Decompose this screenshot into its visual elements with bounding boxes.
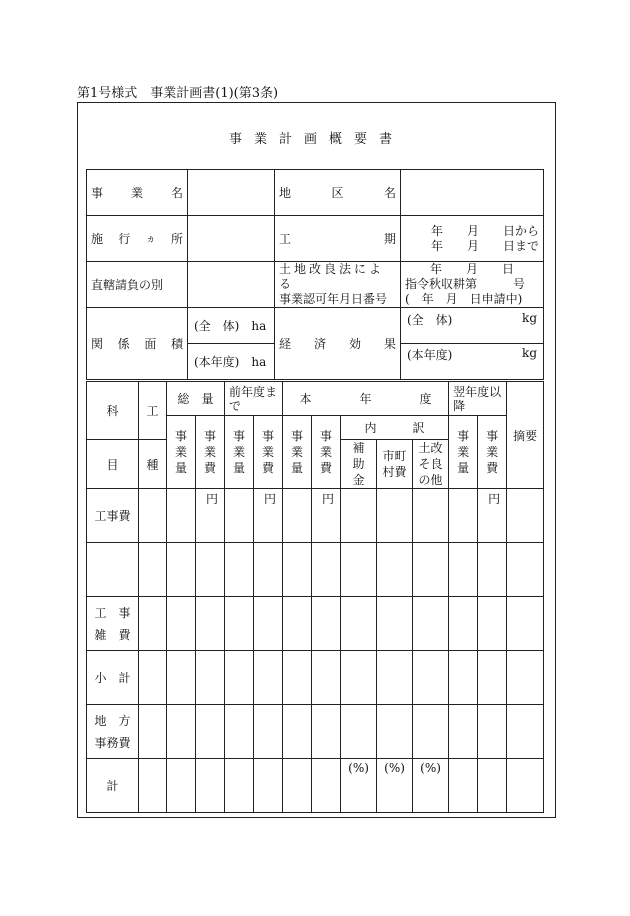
row-koji-zappi — [87, 597, 544, 651]
hdr-hojokin: 補助金 — [341, 440, 377, 489]
pct-hojokin: (%) — [341, 759, 377, 813]
row-label-kojihi: 工事費 — [87, 489, 139, 543]
hdr-hon-ryo: 事業量 — [283, 416, 312, 489]
hdr-ko: 工 — [139, 382, 167, 440]
hdr-zen-ryo: 事業量 — [225, 416, 254, 489]
hdr-zen-hi: 事業費 — [254, 416, 283, 489]
hdr-ka: 科 — [87, 382, 139, 440]
row-chiho-jimuhi — [87, 705, 544, 759]
hdr-yoku-hi: 事業費 — [478, 416, 507, 489]
label-keizai-koka: 経 済 効 果 — [275, 308, 401, 380]
summary-table — [86, 169, 544, 380]
row-kojihi — [87, 489, 544, 543]
value-ninka[interactable]: 年 月 日 指令秋収耕第 号 ( 年 月 日申請中) — [401, 262, 544, 308]
menseki-honnendo: (本年度) ha — [188, 343, 274, 379]
hdr-soryo-hi: 事業費 — [196, 416, 225, 489]
hdr-shu: 種 — [139, 440, 167, 489]
row-label-shokei: 小 計 — [87, 651, 139, 705]
hdr-soryo: 総 量 — [167, 382, 225, 416]
value-jigyo-mei[interactable] — [188, 170, 275, 216]
row-label-chiho-jimuhi: 地 方 事務費 — [87, 705, 139, 759]
label-kankei-menseki: 関 係 面 積 — [87, 308, 188, 380]
label-jigyo-mei: 事 業 名 — [87, 170, 188, 216]
yen-honnendo: 円 — [312, 489, 341, 543]
value-keizai-koka[interactable] — [401, 308, 544, 380]
pct-dokaisono: (%) — [413, 759, 449, 813]
summary-row-location — [87, 216, 544, 262]
hdr-dokaisono: 土改そ良の他 — [413, 440, 449, 489]
cost-grid-table — [86, 381, 544, 813]
value-chokkatsu[interactable] — [188, 262, 275, 308]
hdr-moku: 目 — [87, 440, 139, 489]
value-menseki[interactable] — [188, 308, 275, 380]
value-chiku-mei[interactable] — [401, 170, 544, 216]
koka-zentai: (全 体) kg — [407, 310, 537, 327]
pct-shichosonhi: (%) — [377, 759, 413, 813]
hdr-yokunendo: 翌年度以降 — [449, 382, 507, 416]
document-title: 事業計画概要書 — [228, 132, 404, 147]
summary-row-name — [87, 170, 544, 216]
hdr-tekiyo: 摘要 — [507, 382, 544, 489]
summary-row-contract — [87, 262, 544, 308]
label-seko-kasho: 施 行 ヵ 所 — [87, 216, 188, 262]
row-blank — [87, 543, 544, 597]
label-chiku-mei: 地 区 名 — [275, 170, 401, 216]
menseki-zentai: (全 体) ha — [194, 319, 267, 334]
row-kei — [87, 759, 544, 813]
value-koki[interactable]: 年 月 日から 年 月 日まで — [401, 216, 544, 262]
summary-row-area — [87, 308, 544, 380]
hdr-soryo-ryo: 事業量 — [167, 416, 196, 489]
yen-yokunendo: 円 — [478, 489, 507, 543]
label-koki: 工 期 — [275, 216, 401, 262]
label-hoban: 土地改良法による 事業認可年月日番号 — [275, 262, 401, 308]
hdr-honnendo: 本 年 度 — [283, 382, 449, 416]
form-number-label: 第1号様式 事業計画書(1)(第3条) — [77, 86, 279, 101]
row-label-kei: 計 — [87, 759, 139, 813]
grid-header-1 — [87, 382, 544, 416]
label-chokkatsu: 直轄請負の別 — [87, 262, 188, 308]
value-seko-kasho[interactable] — [188, 216, 275, 262]
koka-honnendo: (本年度) kg — [401, 343, 543, 379]
hdr-hon-hi: 事業費 — [312, 416, 341, 489]
hdr-yoku-ryo: 事業量 — [449, 416, 478, 489]
yen-zennendo: 円 — [254, 489, 283, 543]
hdr-uchiwake: 内 訳 — [341, 416, 449, 440]
row-label-koji-zappi: 工 事 雑 費 — [87, 597, 139, 651]
row-shokei — [87, 651, 544, 705]
hdr-zennendo: 前年度まで — [225, 382, 283, 416]
yen-soryo: 円 — [196, 489, 225, 543]
hdr-shichosonhi: 市町村費 — [377, 440, 413, 489]
